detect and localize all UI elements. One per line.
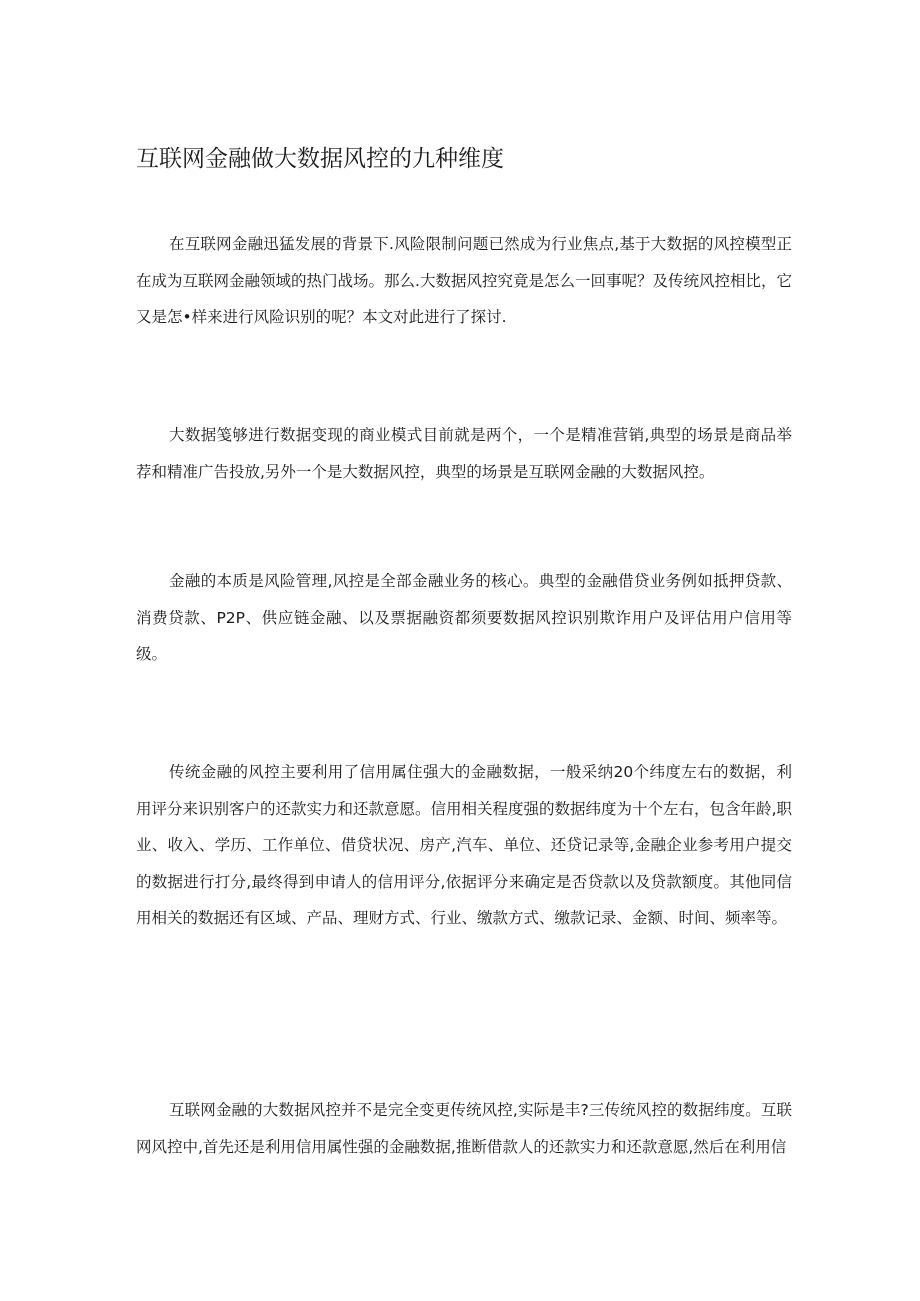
paragraph-business-models: 大数据笺够进行数据变现的商业模式目前就是两个，一个是精准营销,典型的场景是商品举荐和精准广告投放,另外一个是大数据风控，典型的场景是互联网金融的大数据风控。 bbox=[136, 426, 792, 481]
paragraph-finance-essence: 金融的本质是风险管理,风控是全部金融业务的核心。典型的金融借贷业务例如抵押贷款、消费贷款、P2P、供应链金融、以及票据融资都须要数据风控识别欺诈用户及评估用户信用等级。 bbox=[136, 572, 792, 663]
paragraph-internet-risk-control: 互联网金融的大数据风控并不是完全变更传统风控,实际是丰?三传统风控的数据纬度。互联网风控中,首先还是利用信用属性强的金融数据,推断借款人的还款实力和还款意愿,然后在利用信 bbox=[136, 1101, 792, 1156]
paragraph-traditional-risk-control: 传统金融的风控主要利用了信用属住强大的金融数据，一般采纳20个纬度左右的数据，利用评分来识别客户的还款实力和还款意愿。信用相关程度强的数据纬度为十个左右，包含年龄,职业、收入、学历、工作单位、借贷状况、房产,汽车、单位、还贷记录等,金融企业参考用户提交的数据进行打分,最终得到申请人的信用评分,依据评分来确定是否贷款以及贷款额度。其他同信用相关的数据还有区域、产品、理财方式、行业、缴款方式、缴款记录、金额、时间、频率等。 bbox=[136, 763, 792, 927]
document-title: 互联网金融做大数据风控的九种维度 bbox=[136, 146, 504, 172]
paragraph-intro: 在互联网金融迅猛发展的背景下.风险限制问题已然成为行业焦点,基于大数据的风控模型正在成为互联网金融领域的热门战场。那么.大数据风控究竟是怎么一回事呢？及传统风控相比，它又是怎•样来进行风险识别的呢？本文对此进行了探讨. bbox=[136, 235, 792, 326]
